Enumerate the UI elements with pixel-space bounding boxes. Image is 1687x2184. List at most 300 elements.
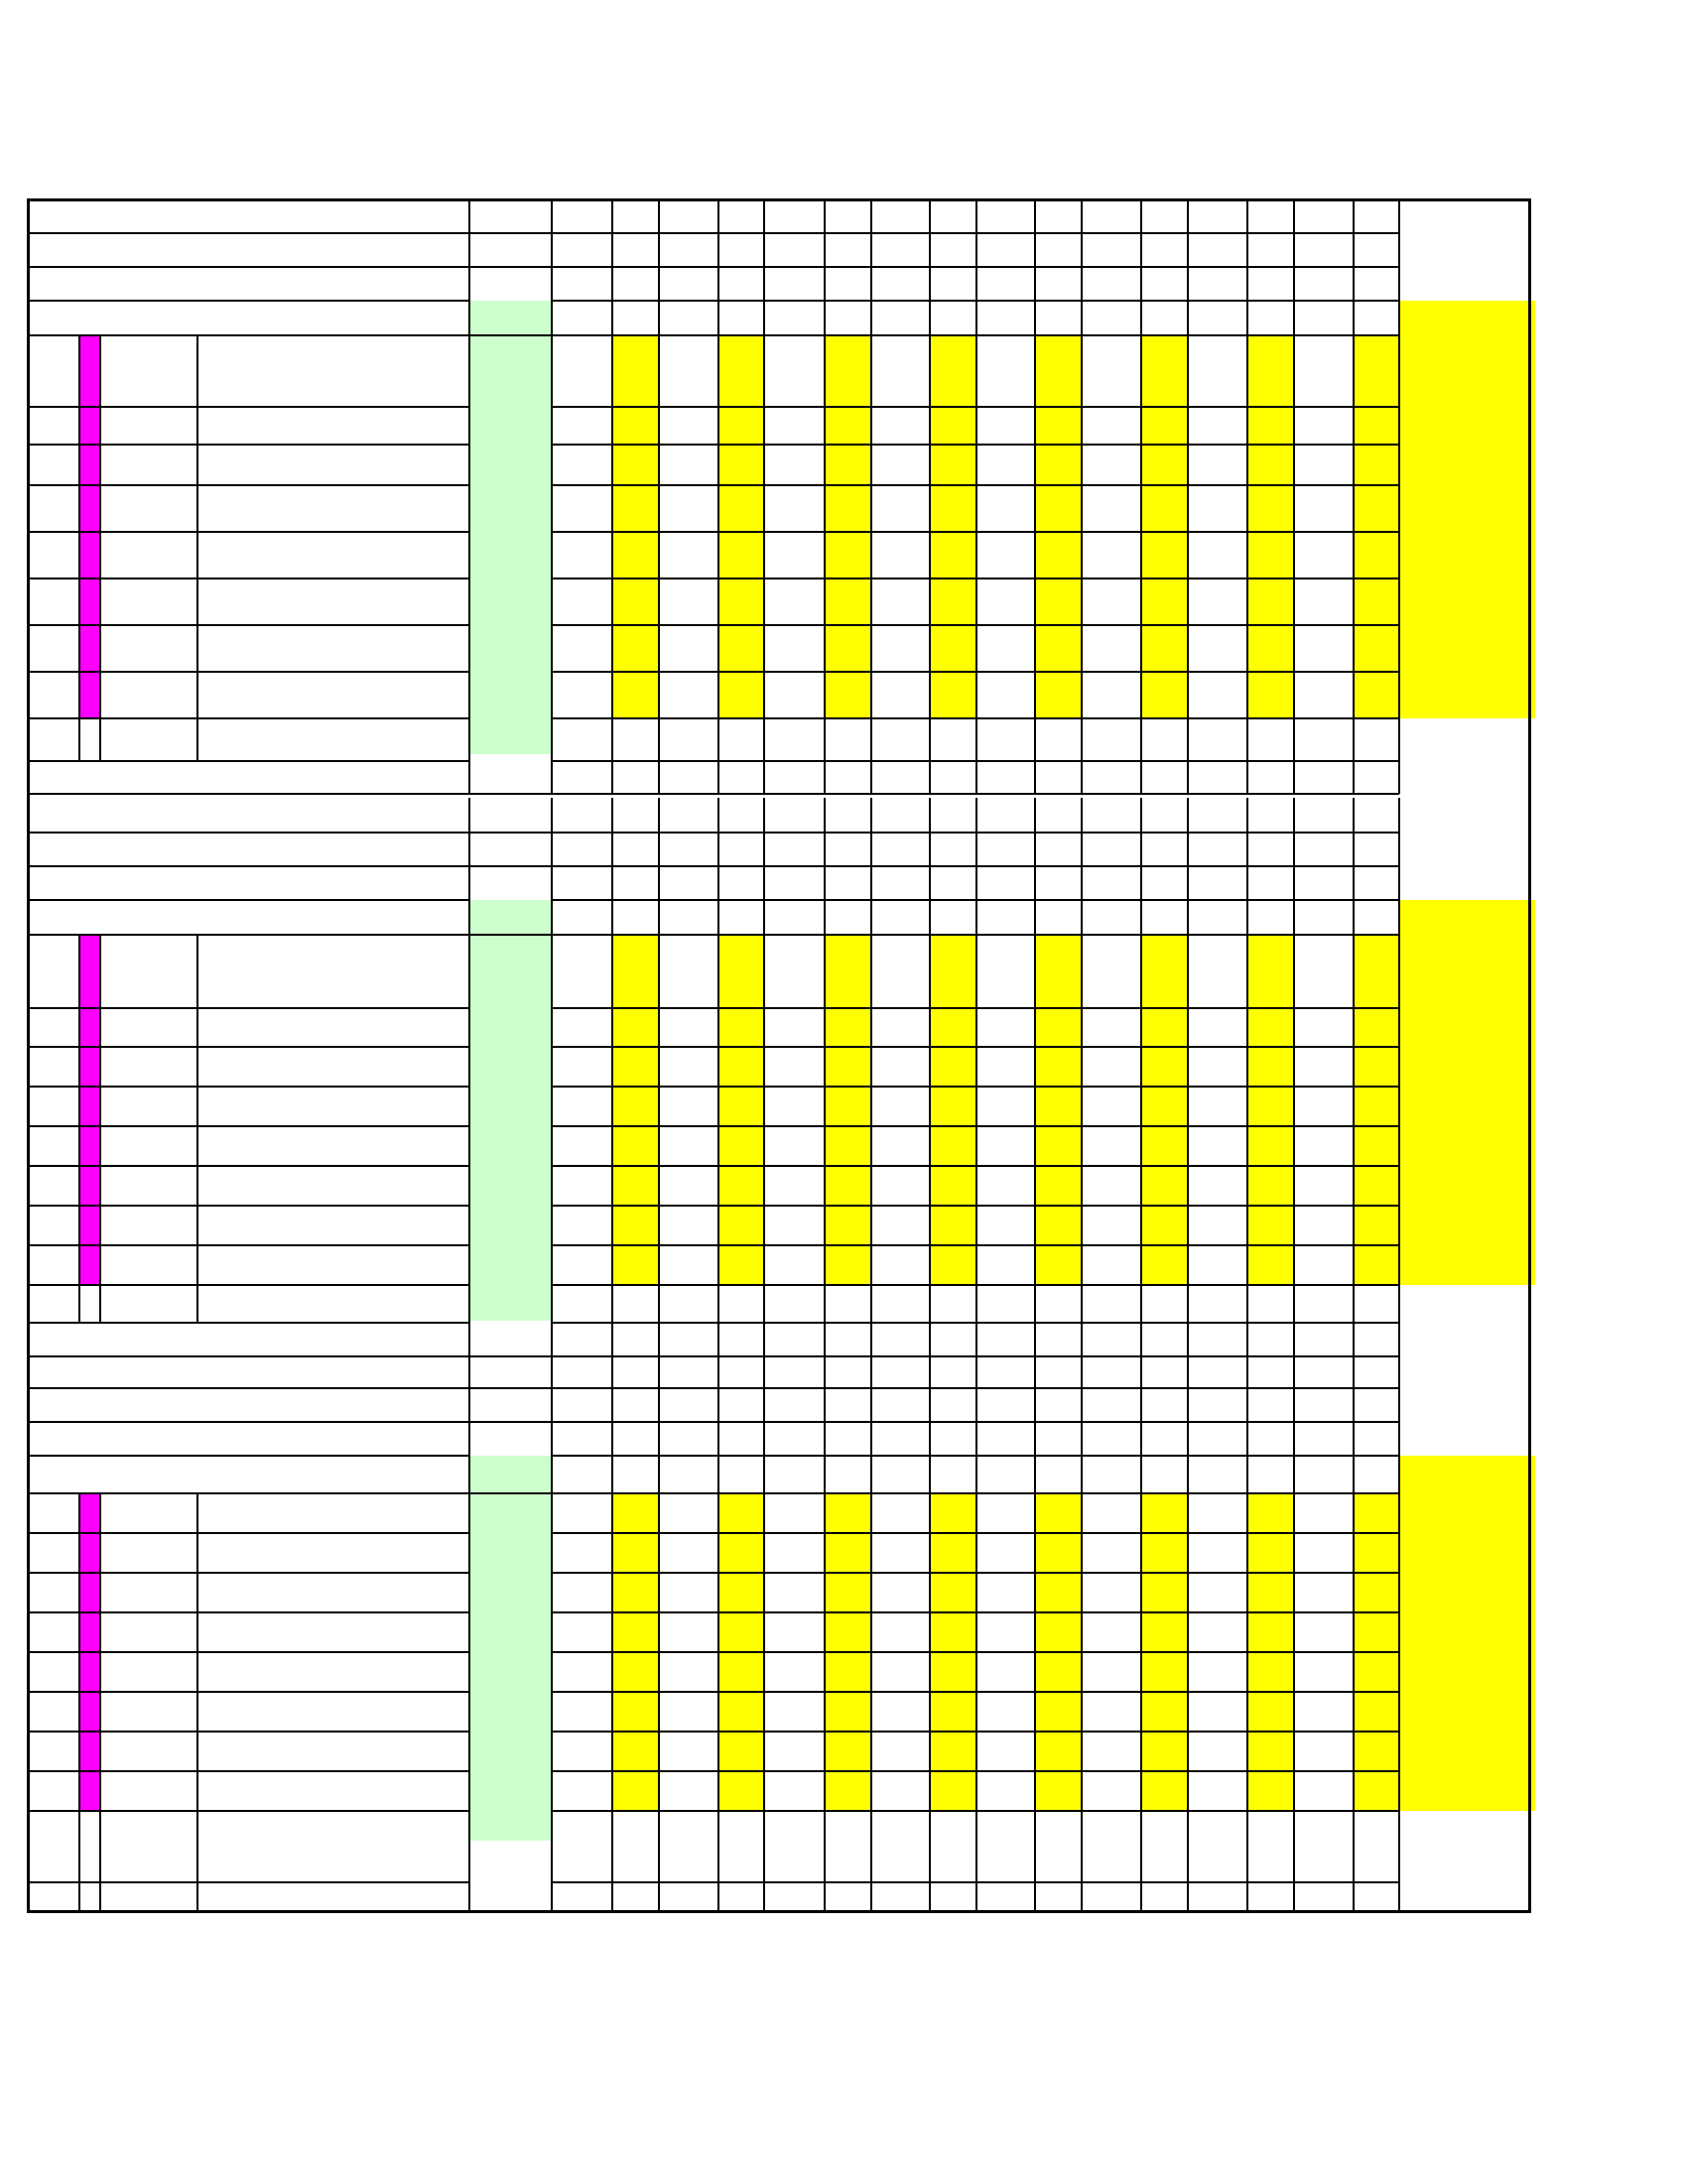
game-score-cell [659, 1126, 718, 1166]
game-score-cell [976, 1652, 1035, 1692]
game-score-cell [1082, 1047, 1141, 1087]
bonus-cell [930, 625, 976, 672]
game-score-cell [1082, 1533, 1141, 1573]
game-score-cell [1082, 578, 1141, 625]
bowler-name [197, 1652, 469, 1692]
grid-line [824, 761, 826, 794]
bonus-cell [1247, 968, 1294, 1008]
center-name [30, 833, 469, 866]
grid-line [717, 798, 719, 833]
game-score-cell [1188, 1047, 1247, 1087]
bonus-cell [1035, 1692, 1082, 1732]
grid-line [1246, 1323, 1248, 1356]
game-score-cell [552, 1652, 612, 1692]
grid-line [551, 1388, 553, 1422]
grid-line [1353, 301, 1355, 718]
game-score-cell [764, 1245, 825, 1285]
grid-line [717, 267, 719, 301]
grid-line [1398, 1323, 1400, 1356]
prize-cell [1399, 445, 1535, 485]
game-score-cell [871, 1008, 930, 1047]
grid-line [1140, 798, 1142, 833]
grid-line [551, 335, 553, 718]
game-score-cell [552, 1612, 612, 1652]
grid-line [929, 1323, 931, 1356]
bonus-cell [1141, 1166, 1188, 1206]
game-score-cell [659, 578, 718, 625]
grid-line [975, 798, 977, 833]
bonus-cell [1141, 1245, 1188, 1285]
game-score-cell [764, 1612, 825, 1652]
game-score-cell [1188, 625, 1247, 672]
game-score-cell [871, 532, 930, 578]
bracket-date [30, 866, 469, 900]
game-score-cell [1082, 1573, 1141, 1612]
bonus-cell [1247, 1206, 1294, 1245]
game-score-cell [1294, 578, 1354, 625]
bowler-name [197, 485, 469, 532]
bonus-cell [1035, 1493, 1082, 1533]
bonus-cell [1247, 1245, 1294, 1285]
bonus-cell [612, 1533, 659, 1573]
bonus-cell [718, 672, 764, 718]
bowler-name [197, 1166, 469, 1206]
grid-line [717, 1285, 719, 1323]
grid-line [27, 1322, 469, 1324]
grid-line [1187, 1356, 1189, 1388]
grid-line [1140, 1422, 1142, 1456]
bonus-cell [612, 1008, 659, 1047]
grid-line [1293, 267, 1295, 301]
game-score-cell [552, 1245, 612, 1285]
grid-line [1293, 1811, 1295, 1882]
game-score-cell [552, 1573, 612, 1612]
prize-cell [1399, 1206, 1535, 1245]
game-score-cell [976, 1533, 1035, 1573]
grid-line [658, 1388, 660, 1422]
bonus-cell [825, 407, 871, 445]
grid-line [611, 900, 613, 1285]
grid-line [611, 233, 613, 267]
bonus-cell [1141, 1087, 1188, 1126]
grid-line [658, 1882, 660, 1910]
game-score-cell [764, 1087, 825, 1126]
grid-line [824, 267, 826, 301]
game-score-cell [764, 1771, 825, 1811]
game-score-cell [1188, 1166, 1247, 1206]
grid-line [1353, 900, 1355, 1285]
bonus-cell [825, 532, 871, 578]
game-score-cell [1294, 445, 1354, 485]
game-score-cell [1294, 369, 1354, 407]
grid-line [1398, 1285, 1400, 1323]
grid-line [1398, 1356, 1400, 1388]
bonus-cell [1035, 1087, 1082, 1126]
bonus-cell [825, 1166, 871, 1206]
grid-line [78, 1285, 80, 1323]
grid-line [27, 1881, 469, 1883]
grid-line [975, 1456, 977, 1811]
grid-line [611, 198, 613, 233]
bonus-cell [1247, 625, 1294, 672]
bowler-name [197, 1008, 469, 1047]
pos-header [30, 301, 79, 335]
bonus-cell [825, 1493, 871, 1533]
grid-line [1034, 1456, 1036, 1811]
bonus-cell [718, 578, 764, 625]
bonus-cell [612, 1573, 659, 1612]
game-header-1 [552, 301, 632, 335]
pm-total-cell [469, 625, 552, 672]
game-score-cell [552, 407, 612, 445]
bonus-cell [612, 1206, 659, 1245]
game-score-cell [552, 1493, 612, 1533]
grid-line [1081, 1422, 1083, 1456]
grid-line [717, 198, 719, 233]
bonus-cell [825, 1087, 871, 1126]
bonus-cell [718, 407, 764, 445]
bonus-cell [1141, 1732, 1188, 1771]
position-cell [30, 1612, 79, 1652]
grid-line [551, 233, 553, 267]
bonus-cell [825, 968, 871, 1008]
game-score-cell [1188, 485, 1247, 532]
prize-cell [1399, 1771, 1535, 1811]
grid-line [658, 900, 660, 1285]
grid-line [611, 1388, 613, 1422]
grid-line [1246, 1882, 1248, 1910]
bonus-cell [718, 1573, 764, 1612]
game-score-cell [1082, 407, 1141, 445]
pm-total-cell [469, 1206, 552, 1245]
bonus-cell [930, 1126, 976, 1166]
grid-line [468, 1285, 470, 1323]
bonus-cell [1354, 578, 1399, 625]
bonus-cell [1354, 1245, 1399, 1285]
bonus-cell [930, 1652, 976, 1692]
game-header-7 [1188, 301, 1267, 335]
grid-line [1187, 1422, 1189, 1456]
grid-line [1246, 1422, 1248, 1456]
bonus-cell [1141, 1047, 1188, 1087]
game-score-cell [1082, 625, 1141, 672]
game-score-cell [1188, 1533, 1247, 1573]
grid-line [611, 1811, 613, 1882]
grid-line [717, 761, 719, 794]
grid-line [1353, 718, 1355, 761]
prize-cell [1399, 1692, 1535, 1732]
grid-line [99, 935, 101, 1285]
grid-line [717, 301, 719, 718]
qu-pm-header [100, 301, 197, 335]
bonus-cell [1247, 1652, 1294, 1692]
grid-line [611, 1285, 613, 1323]
grid-line [611, 301, 613, 718]
game-score-cell [764, 1573, 825, 1612]
bonus-cell [1247, 532, 1294, 578]
prize-header [1399, 1456, 1535, 1493]
game-score-cell [1294, 625, 1354, 672]
game-score-cell [871, 1047, 930, 1087]
qualifier-pm-cell [100, 532, 197, 578]
bonus-cell [612, 1652, 659, 1692]
grid-line [658, 1285, 660, 1323]
bonus-cell [612, 1692, 659, 1732]
game-score-cell [976, 1087, 1035, 1126]
grid-line [468, 1882, 470, 1910]
bonus-cell [930, 1493, 976, 1533]
game-score-cell [871, 369, 930, 407]
grid-line [763, 900, 765, 1285]
qualifier-pm-cell [100, 578, 197, 625]
bonus-cell [612, 625, 659, 672]
game-score-cell [1188, 1652, 1247, 1692]
bonus-cell [718, 1612, 764, 1652]
grid-line [196, 1811, 198, 1882]
bowler-name [197, 445, 469, 485]
grid-line [611, 1456, 613, 1811]
bonus-cell [930, 407, 976, 445]
pm-total-cell [469, 1533, 552, 1573]
game-score-cell [871, 1771, 930, 1811]
prize-cell [1399, 1047, 1535, 1087]
position-cell [30, 369, 79, 407]
grid-line [1187, 900, 1189, 1285]
game-score-cell [871, 672, 930, 718]
grid-line [1187, 1882, 1189, 1910]
game-score-cell [1082, 1166, 1141, 1206]
bonus-cell [825, 1573, 871, 1612]
grid-line [611, 1882, 613, 1910]
bonus-cell [930, 1771, 976, 1811]
grid-line [99, 1285, 101, 1323]
grid-line [551, 1323, 553, 1356]
bonus-cell [1035, 1245, 1082, 1285]
center-name [30, 1388, 469, 1422]
grid-line [824, 1422, 826, 1456]
grid-line [929, 1811, 931, 1882]
game-score-cell [1294, 532, 1354, 578]
grid-line [1398, 301, 1400, 718]
grid-line [1293, 233, 1295, 267]
grid-line [1034, 900, 1036, 1285]
grid-line [1140, 761, 1142, 794]
bonus-cell [612, 407, 659, 445]
grid-line [78, 1493, 80, 1811]
pm-total-cell [469, 672, 552, 718]
bonus-cell [718, 1047, 764, 1087]
bonus-cell [1035, 968, 1082, 1008]
bowler-name [197, 968, 469, 1008]
bonus-cell [1035, 1771, 1082, 1811]
grid-line [1246, 233, 1248, 267]
bonus-cell [1354, 1612, 1399, 1652]
bonus-cell [1354, 445, 1399, 485]
bonus-cell [718, 485, 764, 532]
game-score-cell [764, 1047, 825, 1087]
game-score-cell [1188, 1245, 1247, 1285]
grid-line [870, 267, 872, 301]
grid-line [551, 1285, 553, 1323]
grid-line [196, 335, 198, 718]
grid-line [929, 761, 931, 794]
grid-line [78, 935, 80, 1285]
grid-line [1187, 798, 1189, 833]
bonus-cell [1035, 1166, 1082, 1206]
grid-line [1293, 761, 1295, 794]
grid-line [658, 1811, 660, 1882]
bonus-cell [825, 625, 871, 672]
game-header-2 [659, 301, 738, 335]
game-score-cell [871, 968, 930, 1008]
game-score-cell [871, 1206, 930, 1245]
position-cell [30, 1087, 79, 1126]
game-header-8 [1294, 1456, 1373, 1493]
grid-line [658, 1456, 660, 1811]
game-score-cell [1082, 1692, 1141, 1732]
bonus-cell [1035, 1533, 1082, 1573]
grid-line [1246, 900, 1248, 1285]
grid-line [658, 301, 660, 718]
grid-line [870, 866, 872, 900]
prize-cell [1399, 369, 1535, 407]
game-score-cell [764, 1732, 825, 1771]
grid-line [1246, 1285, 1248, 1323]
bonus-cell [1354, 532, 1399, 578]
game-score-cell [976, 1692, 1035, 1732]
bonus-cell [1354, 625, 1399, 672]
grid-line [824, 1811, 826, 1882]
grid-line [870, 718, 872, 761]
grid-line [717, 1422, 719, 1456]
bonus-cell [718, 1493, 764, 1533]
bonus-cell [1035, 1206, 1082, 1245]
bowler-name [197, 369, 469, 407]
game-score-cell [871, 1732, 930, 1771]
position-cell [30, 1771, 79, 1811]
position-cell [30, 1493, 79, 1533]
bonus-cell [1247, 1493, 1294, 1533]
game-score-cell [764, 407, 825, 445]
position-cell [30, 1533, 79, 1573]
game-score-cell [552, 532, 612, 578]
qualifier-pm-cell [100, 445, 197, 485]
grid-line [27, 717, 469, 719]
bonus-cell [825, 1008, 871, 1047]
bonus-cell [718, 1692, 764, 1732]
game-header-7 [1188, 1456, 1267, 1493]
grid-line [1081, 798, 1083, 833]
grid-line [763, 718, 765, 761]
bonus-cell [718, 532, 764, 578]
standings-title [863, 233, 1188, 267]
bracket-title [30, 798, 469, 833]
grid-line [611, 761, 613, 794]
grid-line [611, 718, 613, 761]
game-score-cell [659, 532, 718, 578]
bonus-cell [1035, 578, 1082, 625]
pm-total-cell [469, 1612, 552, 1652]
prize-cell [1399, 1573, 1535, 1612]
grid-line [1293, 900, 1295, 1285]
bonus-cell [612, 369, 659, 407]
grid-line [1353, 233, 1355, 267]
grid-line [27, 1284, 469, 1286]
game-score-cell [659, 407, 718, 445]
grid-line [1246, 1811, 1248, 1882]
bonus-cell [1035, 1612, 1082, 1652]
grid-line [1293, 1356, 1295, 1388]
bonus-cell [1247, 445, 1294, 485]
game-score-cell [976, 369, 1035, 407]
bonus-cell [1247, 1692, 1294, 1732]
grid-line [78, 1882, 80, 1910]
position-cell [30, 532, 79, 578]
grid-line [824, 1285, 826, 1323]
grid-line [1293, 1882, 1295, 1910]
grid-line [1398, 1388, 1400, 1422]
pm-header [469, 301, 552, 335]
grid-line [551, 718, 553, 761]
grid-line [1246, 1456, 1248, 1811]
grid-line [196, 935, 198, 1285]
grid-line [717, 233, 719, 267]
grid-line [1081, 866, 1083, 900]
grid-line [717, 833, 719, 866]
game-score-cell [659, 1166, 718, 1206]
game-score-cell [764, 1008, 825, 1047]
bonus-cell [1141, 1126, 1188, 1166]
position-cell [30, 407, 79, 445]
bonus-cell [825, 1692, 871, 1732]
qualifier-pm-cell [100, 1087, 197, 1126]
position-cell [30, 1126, 79, 1166]
grid-line [1353, 267, 1355, 301]
grid-line [99, 1493, 101, 1811]
game-score-cell [1294, 1008, 1354, 1047]
position-cell [30, 1573, 79, 1612]
bonus-cell [1035, 407, 1082, 445]
bonus-cell [1354, 1087, 1399, 1126]
standings-title [863, 1388, 1188, 1422]
grid-line [975, 718, 977, 761]
game-score-cell [1294, 1612, 1354, 1652]
bonus-cell [612, 1612, 659, 1652]
grid-line [1246, 866, 1248, 900]
bonus-cell [718, 1206, 764, 1245]
bonus-cell [1354, 1126, 1399, 1166]
game-score-cell [1188, 532, 1247, 578]
grid-line [824, 1356, 826, 1388]
game-score-cell [976, 1126, 1035, 1166]
bonus-cell [930, 1166, 976, 1206]
game-score-cell [764, 625, 825, 672]
game-score-cell [1082, 485, 1141, 532]
prize-header [1399, 900, 1535, 935]
grid-line [1140, 1456, 1142, 1811]
grid-line [27, 793, 469, 795]
bonus-cell [1035, 1732, 1082, 1771]
bonus-cell [1035, 1573, 1082, 1612]
pm-total-cell [469, 1732, 552, 1771]
bowler-name [197, 1047, 469, 1087]
game-score-cell [976, 1573, 1035, 1612]
bonus-cell [1141, 1652, 1188, 1692]
bonus-cell [718, 369, 764, 407]
game-score-cell [659, 1206, 718, 1245]
game-score-cell [764, 1166, 825, 1206]
game-score-cell [1082, 1245, 1141, 1285]
